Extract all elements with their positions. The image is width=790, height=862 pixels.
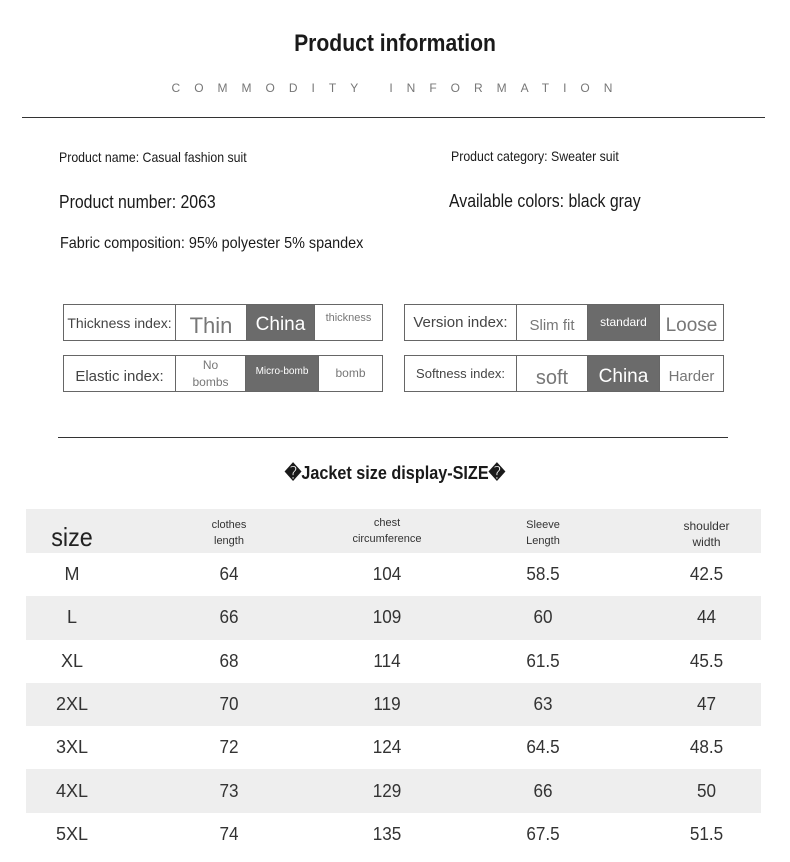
table-row [26,553,761,596]
cell-clothes-length: 72 [219,737,239,758]
table-row [26,726,761,769]
softness-option-china: China [588,356,660,391]
thickness-option-thin: Thin [176,305,247,340]
size-table-header [26,509,761,553]
table-row [26,683,761,726]
header-shoulder-line2: width [692,535,721,549]
header-sleeve-line2: Length [526,535,560,547]
cell-clothes-length: 66 [219,607,239,628]
softness-index-label: Softness index: [405,356,517,391]
cell-shoulder: 45.5 [689,650,724,671]
cell-chest: 114 [373,650,401,671]
header-sleeve-line1: Sleeve [526,519,560,531]
elastic-index [63,355,383,392]
header-shoulder-line1: shoulder [683,519,730,533]
product-name: Product name: Casual fashion suit [59,149,247,165]
elastic-option-micro-bomb: Micro-bomb [246,356,319,391]
cell-clothes-length: 73 [219,780,239,801]
header-clothes-length-line1: clothes [211,519,247,531]
version-option-slim-fit: Slim fit [517,305,588,340]
fabric-composition: Fabric composition: 95% polyester 5% spandex [60,235,364,252]
elastic-option-no-bombs: No bombs [176,356,246,391]
cell-chest: 124 [372,737,402,758]
header-size: size [51,522,93,552]
version-index [404,304,724,341]
cell-shoulder: 51.5 [689,823,724,844]
cell-sleeve: 63 [533,694,553,715]
softness-option-soft: soft [517,356,588,391]
cell-size: 5XL [55,823,89,844]
cell-size: L [66,607,77,628]
cell-shoulder: 50 [696,780,717,801]
elastic-option-bomb: bomb [335,366,366,381]
product-number: Product number: 2063 [59,192,216,212]
header-shoulder-width [652,509,761,553]
thickness-index-label: Thickness index: [64,305,176,340]
thickness-option-thickness: thickness [325,311,372,324]
thickness-index [63,304,383,341]
product-category: Product category: Sweater suit [451,148,619,164]
cell-sleeve: 66 [533,780,553,801]
version-option-loose: Loose [665,315,718,337]
header-chest-line2: circumference [352,533,422,545]
available-colors: Available colors: black gray [449,191,641,211]
cell-sleeve: 58.5 [526,564,560,585]
cell-chest: 104 [372,564,402,585]
softness-index [404,355,724,392]
table-row [26,640,761,683]
version-index-label: Version index: [405,305,517,340]
cell-shoulder: 47 [696,694,717,715]
cell-chest: 135 [372,823,402,844]
cell-shoulder: 44 [696,607,717,628]
version-option-standard: standard [588,305,660,340]
cell-sleeve: 61.5 [526,650,560,671]
cell-shoulder: 42.5 [689,564,724,585]
cell-size: 2XL [55,694,89,715]
divider-middle [58,437,728,438]
cell-chest: 129 [372,780,402,801]
table-row [26,813,761,856]
cell-size: 4XL [55,780,89,801]
cell-shoulder: 48.5 [689,737,724,758]
header-clothes-length-line2: length [214,535,244,547]
thickness-option-china: China [247,305,315,340]
cell-clothes-length: 68 [219,650,239,671]
divider-top [22,117,765,118]
page-title: Product information [294,30,496,57]
cell-sleeve: 64.5 [526,737,560,758]
size-table [26,509,761,856]
header-clothes-length [118,509,340,553]
header-chest-line1: chest [373,517,401,529]
cell-clothes-length: 74 [219,823,239,844]
cell-sleeve: 60 [533,607,553,628]
cell-clothes-length: 64 [219,564,239,585]
table-row [26,769,761,812]
size-table-title: �Jacket size display-SIZE� [284,463,506,483]
cell-size: XL [60,650,84,671]
cell-clothes-length: 70 [219,694,239,715]
cell-chest: 109 [372,607,402,628]
cell-chest: 119 [373,694,401,715]
cell-size: 3XL [55,737,89,758]
header-sleeve-length [434,509,652,553]
page-subtitle: COMMODITY INFORMATION [171,81,627,95]
header-chest-circumference [340,509,434,553]
cell-size: M [64,564,80,585]
elastic-index-label: Elastic index: [64,356,176,391]
cell-sleeve: 67.5 [526,823,560,844]
softness-option-harder: Harder [668,367,715,385]
table-row [26,596,761,639]
